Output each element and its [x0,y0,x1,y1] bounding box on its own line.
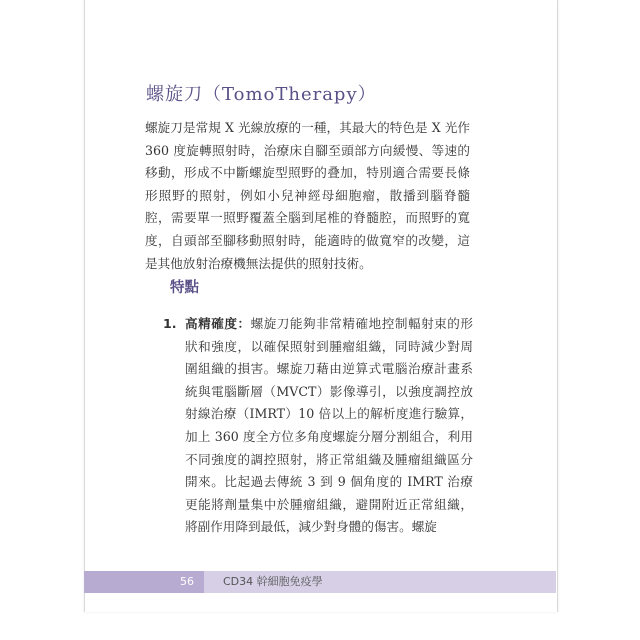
footer-book-title: CD34 幹細胞免疫學 [223,575,323,588]
list-item [163,313,473,539]
list-item-body [185,313,473,539]
list-item-label: 高精確度： [185,316,251,331]
page-title: 螺旋刀（TomoTherapy） [146,84,377,105]
intro-paragraph: 螺旋刀是常規 X 光線放療的一種，其最大的特色是 X 光作 360 度旋轉照射時，治療床自腳至頭部方向緩慢、等速的移動，形成不中斷螺旋型照野的叠加，特別適合需要長條形照野的照射，例如小兒神經母細胞瘤，散播到腦脊髓腔，需要單一照野覆蓋全腦到尾椎的脊髓腔，而照野的寬度，自頭部至腳移動照射時，能適時的做寬窄的改變，這是其他放射治療機無法提供的照射技術。 [145,120,470,271]
page-number: 56 [84,571,204,593]
section-heading: 特點 [170,280,199,296]
list-item-number: 1. [163,316,177,331]
list-item-text: 螺旋刀能夠非常精確地控制輻射束的形狀和強度，以確保照射到腫瘤組織，同時減少對周圍組織的損害。螺旋刀藉由逆算式電腦治療計畫系統與電腦斷層（MVCT）影像導引，以強度調控放射線治療（IMRT）10 倍以上的解析度進行驗算，加上 360 度全方位多角度螺旋分層分割組合，利用不同強度的調控照射，將正常組織及腫瘤組織區分開來。比起過去傳統 3 到 9 個角度的 IMRT 治療更能將劑量集中於腫瘤組織，避開附近正常組織，將副作用降到最低，減少對身體的傷害。螺旋 [185,316,474,535]
